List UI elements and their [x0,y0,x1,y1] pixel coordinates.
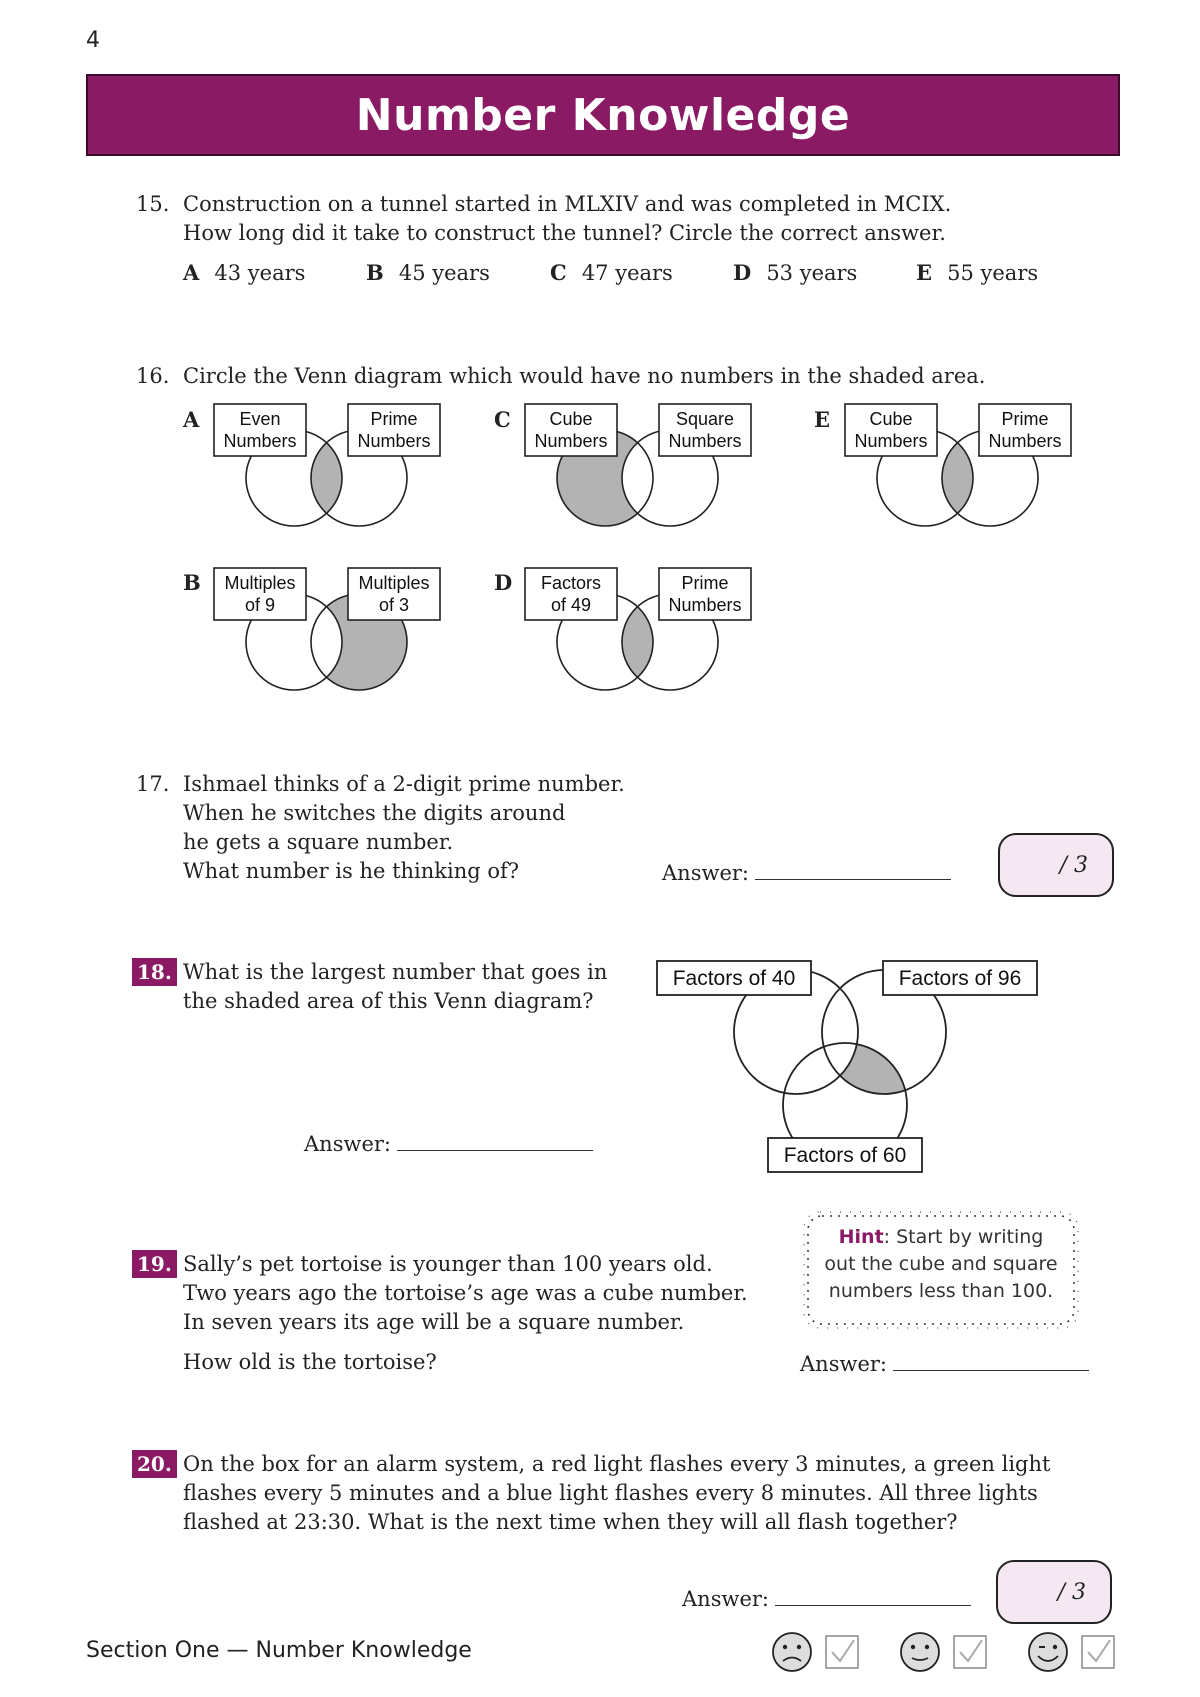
venn-e-letter[interactable]: E [814,407,831,432]
q18-line2: the shaded area of this Venn diagram? [183,989,594,1013]
venn-diagram-b[interactable] [214,568,440,690]
q19-answer-field[interactable] [893,1348,1089,1371]
q18-answer: Answer: [304,1128,593,1159]
venn-left-label: Cube [549,409,593,429]
venn-left-label: Numbers [854,431,928,451]
venn-d-letter[interactable]: D [494,570,513,595]
venn-diagram-c[interactable] [525,404,751,526]
sad-face-icon[interactable] [773,1633,811,1671]
confidence-rating [760,1628,1130,1678]
q20-number: 20. [132,1450,177,1478]
q17-line1: Ishmael thinks of a 2-digit prime number. [183,772,625,796]
venn-left-label: of 49 [550,595,592,615]
q15-option-d[interactable]: D 53 years [733,260,858,285]
q17-line2: When he switches the digits around [183,801,566,825]
q18-venn-diagram [657,961,1037,1172]
q15-option-b[interactable]: B 45 years [366,260,490,285]
q15-option-c[interactable]: C 47 years [550,260,673,285]
venn-right-label: Numbers [988,431,1062,451]
q19-question: How old is the tortoise? [183,1350,437,1374]
venn-left-label: Factors [540,573,602,593]
q20-answer-field[interactable] [775,1583,971,1606]
q20-line1: On the box for an alarm system, a red light flashes every 3 minutes, a green light [183,1452,1051,1476]
footer-section-title: Section One — Number Knowledge [86,1638,472,1663]
venn-a-letter[interactable]: A [183,407,200,432]
q17-number: 17. [136,772,170,796]
venn-right-label: Prime [681,573,729,593]
venn-diagram-e[interactable] [845,404,1071,526]
venn-right-label: of 3 [378,595,410,615]
venn-c-letter[interactable]: C [494,407,511,432]
q17-answer-field[interactable] [755,857,951,880]
tick-box-2[interactable] [954,1636,986,1668]
hint-text: Hint: Start by writing out the cube and square numbers less than 100. [824,1226,1058,1302]
q17-line3: he gets a square number. [183,830,454,854]
q19-number: 19. [132,1250,177,1278]
q15-line1: Construction on a tunnel started in MLXIV and was completed in MCIX. [183,192,952,216]
q19-line3: In seven years its age will be a square number. [183,1310,685,1334]
venn-left-label: Cube [869,409,913,429]
venn-right-label: Numbers [668,431,742,451]
venn-right-label: Prime [370,409,418,429]
q20-line3: flashed at 23:30. What is the next time when they will all flash together? [183,1510,958,1534]
q17-answer: Answer: [662,857,951,888]
q16-text: Circle the Venn diagram which would have no numbers in the shaded area. [183,364,986,388]
venn-left-label: Numbers [534,431,608,451]
q18-label-bottom: Factors of 60 [783,1144,907,1167]
q15-option-e[interactable]: E 55 years [916,260,1039,285]
venn-left-label: Multiples [224,573,296,593]
q19-answer: Answer: [800,1348,1089,1379]
hint-title: Hint [838,1226,884,1248]
q15-number: 15. [136,192,170,216]
score-box-1: / 3 [998,833,1114,897]
q15-line2: How long did it take to construct the tunnel? Circle the correct answer. [183,221,946,245]
q18-line1: What is the largest number that goes in [183,960,608,984]
tick-box-1[interactable] [826,1636,858,1668]
venn-left-label: Even [239,409,281,429]
venn-b-letter[interactable]: B [183,570,201,595]
tick-box-3[interactable] [1082,1636,1114,1668]
venn-left-label: of 9 [244,595,276,615]
neutral-face-icon[interactable] [901,1633,939,1671]
venn-right-label: Numbers [668,595,742,615]
page-number: 4 [86,28,100,53]
page-title: Number Knowledge [355,89,851,141]
q20-line2: flashes every 5 minutes and a blue light flashes every 8 minutes. All three lights [183,1481,1038,1505]
happy-face-icon[interactable] [1029,1633,1067,1671]
venn-right-label: Multiples [358,573,430,593]
venn-left-label: Numbers [223,431,297,451]
q18-answer-field[interactable] [397,1128,593,1151]
q18-label-top-left: Factors of 40 [672,967,796,990]
score-box-2: / 3 [996,1560,1112,1624]
q18-number: 18. [132,958,177,986]
venn-right-label: Numbers [357,431,431,451]
venn-right-label: Prime [1001,409,1049,429]
q19-line2: Two years ago the tortoise’s age was a cube number. [183,1281,748,1305]
q15-option-a[interactable]: A 43 years [183,260,306,285]
q17-line4: What number is he thinking of? [183,859,520,883]
venn-diagram-d[interactable] [525,568,751,690]
venn-diagram-a[interactable] [214,404,440,526]
venn-right-label: Square [675,409,735,429]
q20-answer: Answer: [682,1583,971,1614]
q18-label-top-right: Factors of 96 [898,967,1022,990]
q16-number: 16. [136,364,170,388]
q19-line1: Sally’s pet tortoise is younger than 100 years old. [183,1252,713,1276]
